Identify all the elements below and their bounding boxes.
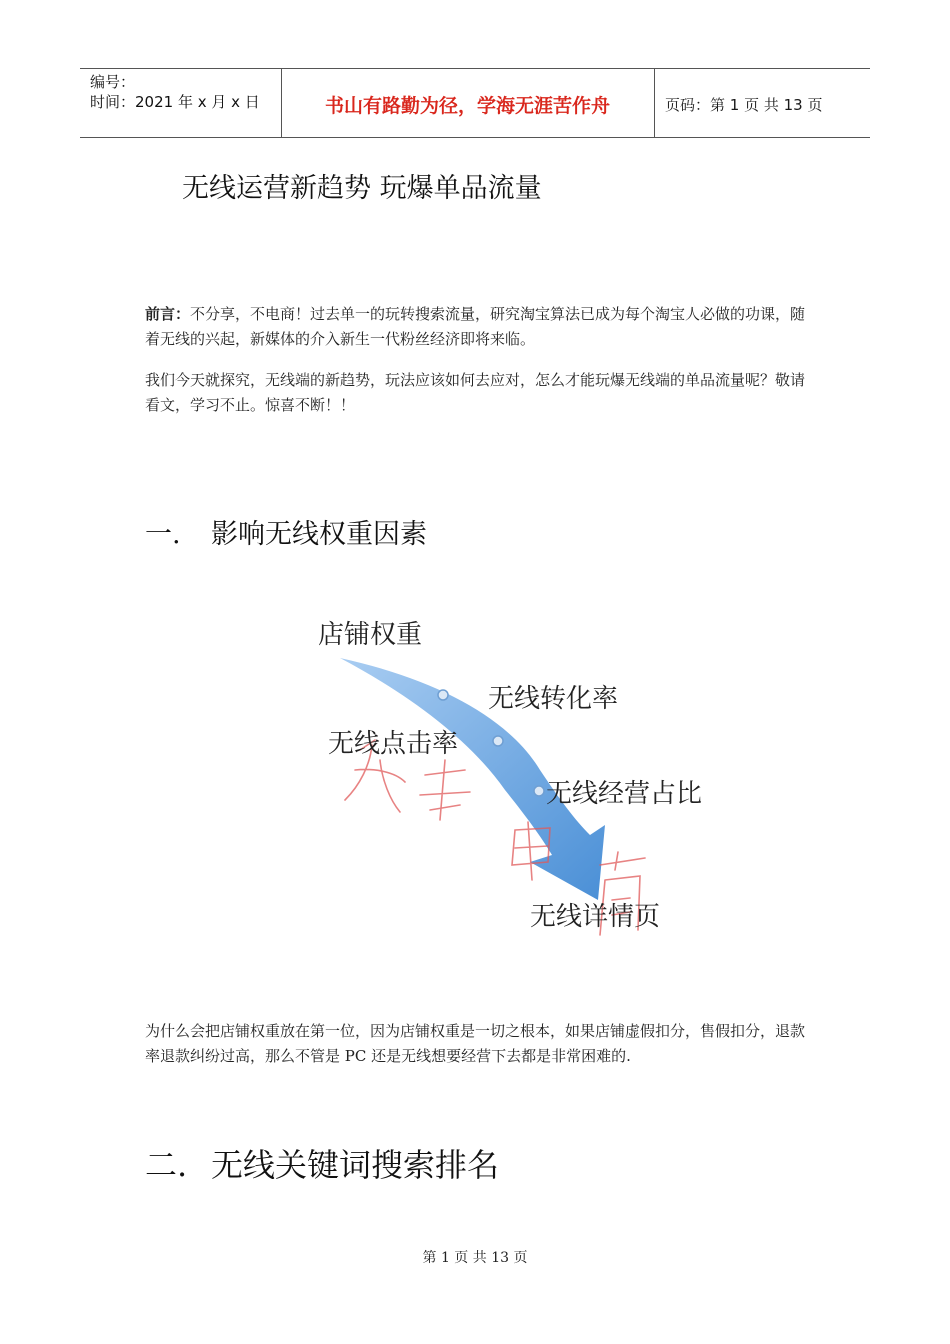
diagram-label-conversion-rate: 无线转化率 — [488, 684, 619, 714]
header-right-cell — [655, 69, 870, 137]
section-1-title: 影响无线权重因素 — [211, 519, 427, 550]
document-header — [80, 68, 870, 138]
preface-label: 前言： — [145, 305, 191, 323]
preface-paragraph — [145, 302, 810, 352]
section-2-title: 无线关键词搜索排名 — [211, 1146, 500, 1184]
page-info: 页码：第 1 页 共 13 页 — [665, 96, 823, 114]
section-1-number: 一. — [145, 519, 181, 550]
diagram-dot-1 — [438, 690, 448, 700]
section-2-number: 二. — [145, 1146, 188, 1184]
body-paragraph: 为什么会把店铺权重放在第一位，因为店铺权重是一切之根本，如果店铺虚假扣分，售假扣分，退款率退款纠纷过高，那么不管是 PC 还是无线想要经营下去都是非常困难的. — [145, 1022, 806, 1065]
section-1-heading — [145, 512, 427, 551]
diagram-label-operation-ratio: 无线经营占比 — [546, 779, 703, 809]
motto: 书山有路勤为径，学海无涯苦作舟 — [324, 95, 610, 117]
diagram-dot-2 — [493, 736, 503, 746]
document-title: 无线运营新趋势 玩爆单品流量 — [182, 173, 542, 204]
intro-paragraph: 我们今天就探究，无线端的新趋势，玩法应该如何去应对，怎么才能玩爆无线端的单品流量呢？敬请看文，学习不止。惊喜不断！！ — [145, 371, 806, 414]
code-label: 编号： — [90, 73, 136, 91]
header-left-cell — [80, 69, 282, 137]
weight-factors-diagram — [300, 600, 750, 960]
section-2-heading — [145, 1140, 499, 1186]
diagram-dot-3 — [534, 786, 544, 796]
date-label: 时间：2021 年 x 月 x 日 — [90, 93, 260, 111]
header-mid-cell — [281, 69, 655, 137]
diagram-label-detail-page: 无线详情页 — [530, 902, 661, 932]
diagram-label-click-rate: 无线点击率 — [328, 729, 459, 759]
diagram-label-store-weight: 店铺权重 — [318, 620, 423, 650]
page-footer: 第 1 页 共 13 页 — [422, 1250, 528, 1266]
preface-text: 不分享，不电商！过去单一的玩转搜索流量，研究淘宝算法已成为每个淘宝人必做的功课，随着无线的兴起，新媒体的介入新生一代粉丝经济即将来临。 — [145, 305, 806, 348]
